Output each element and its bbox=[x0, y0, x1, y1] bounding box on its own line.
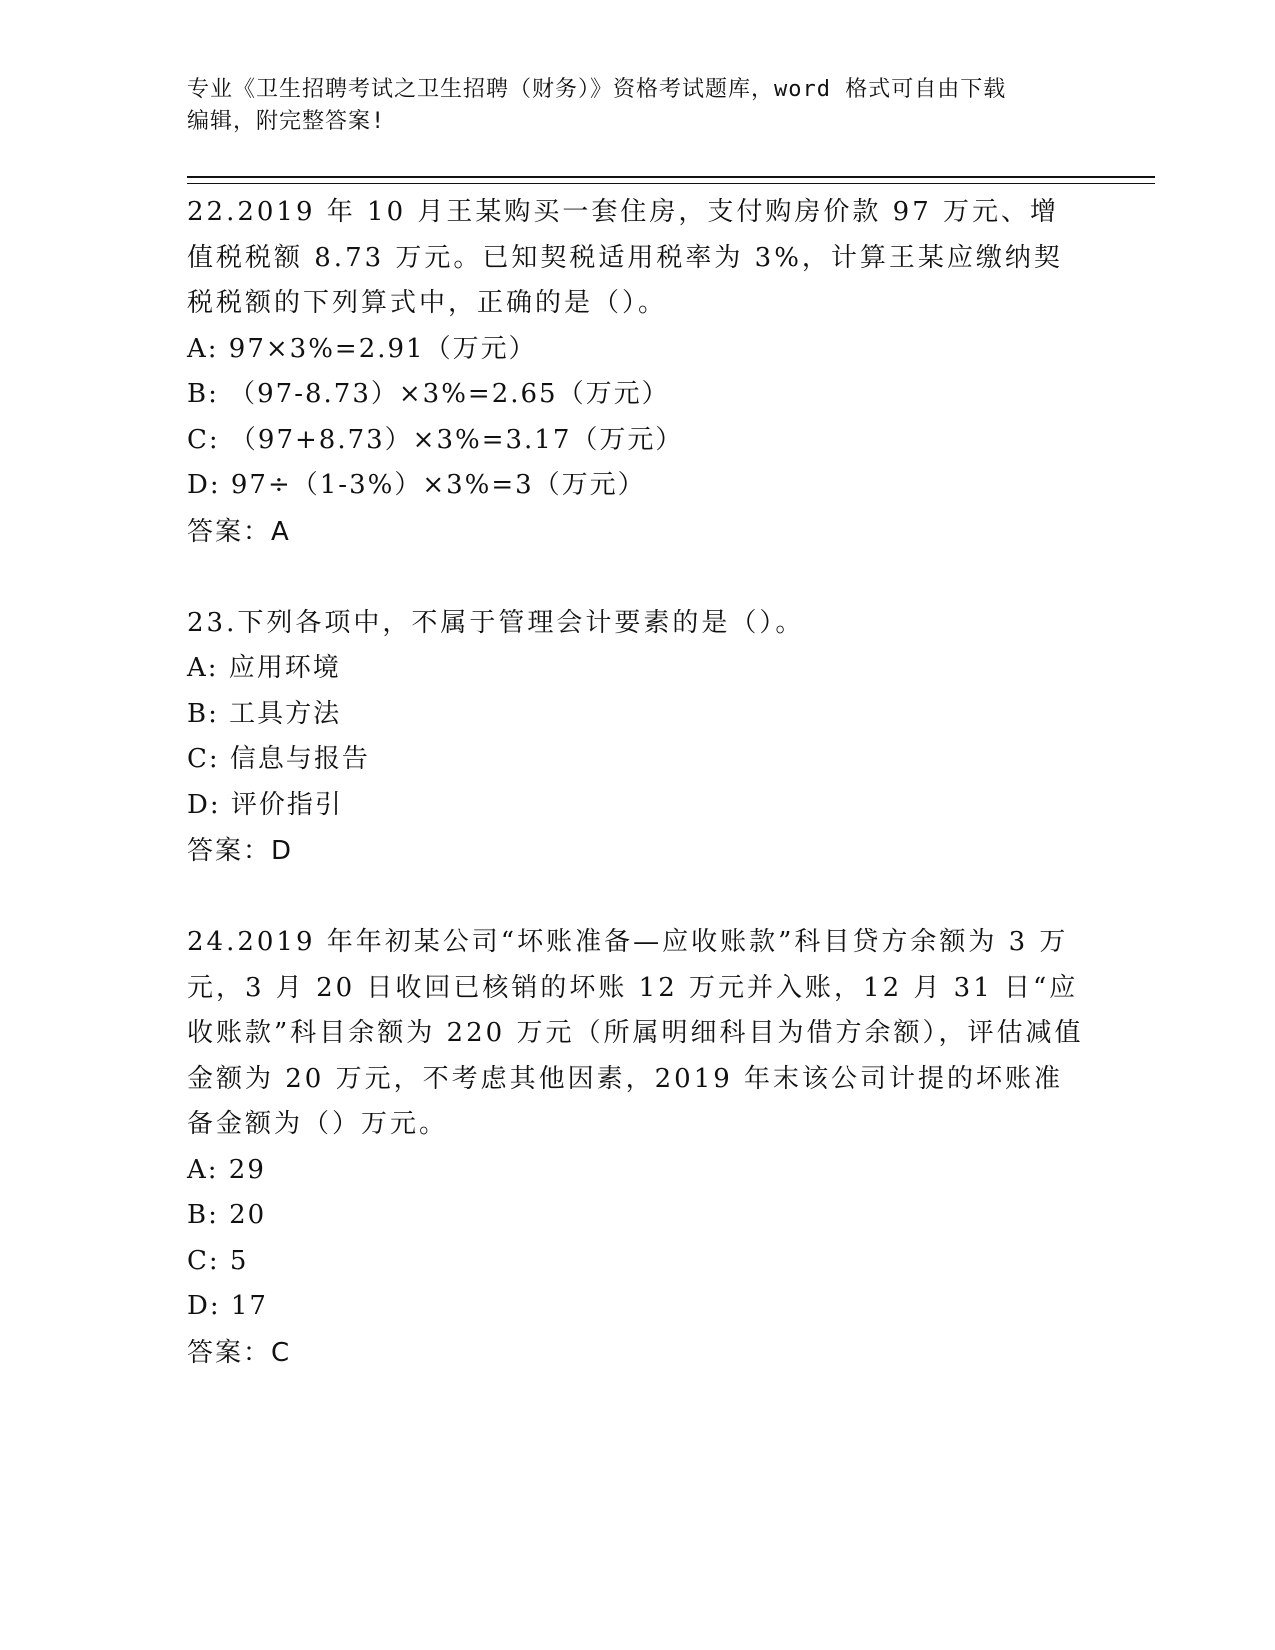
option-list bbox=[187, 646, 1087, 828]
option-a: A: 应用环境 bbox=[187, 653, 341, 683]
question-stem: 24.2019 年年初某公司“坏账准备—应收账款”科目贷方余额为 3 万元，3 月 20 日收回已核销的坏账 12 万元并入账，12 月 31 日“应收账款”科目余额为 220 万元（所属明细科目为借方余额），评估减值金额为 20 万元，不考虑其他因素，2019 年末该公司计提的坏账准备金额为（）万元。 bbox=[187, 927, 1084, 1139]
document-header bbox=[187, 74, 1087, 138]
option-a: A: 97×3%=2.91（万元） bbox=[187, 333, 537, 364]
option-list bbox=[187, 327, 1087, 509]
answer-label: 答案：C bbox=[187, 1337, 292, 1368]
question-list bbox=[187, 190, 1087, 1422]
option-c: C: 信息与报告 bbox=[187, 744, 370, 774]
option-d: D: 97÷（1-3%）×3%=3（万元） bbox=[187, 470, 646, 500]
option-d: D: 17 bbox=[187, 1291, 268, 1321]
answer-label: 答案：D bbox=[187, 836, 294, 866]
option-b: B: 工具方法 bbox=[187, 698, 342, 729]
header-divider-thin bbox=[187, 183, 1155, 184]
question-stem: 22.2019 年 10 月王某购买一套住房，支付购房价款 97 万元、增值税税额 8.73 万元。已知契税适用税率为 3%，计算王某应缴纳契税税额的下列算式中，正确的是（）。 bbox=[187, 197, 1063, 318]
answer-label: 答案：A bbox=[187, 516, 291, 547]
option-c: C: （97+8.73）×3%=3.17（万元） bbox=[187, 424, 684, 455]
option-c: C: 5 bbox=[187, 1245, 249, 1276]
question-stem: 23.下列各项中，不属于管理会计要素的是（）。 bbox=[187, 607, 805, 638]
question-22 bbox=[187, 190, 1087, 555]
option-b: B: 20 bbox=[187, 1200, 267, 1230]
option-d: D: 评价指引 bbox=[187, 789, 343, 820]
question-24 bbox=[187, 920, 1087, 1376]
header-line-2: 编辑，附完整答案! bbox=[187, 109, 386, 134]
option-a: A: 29 bbox=[187, 1154, 266, 1185]
header-divider-thick bbox=[187, 176, 1155, 178]
option-b: B: （97-8.73）×3%=2.65（万元） bbox=[187, 379, 670, 409]
header-line-1: 专业《卫生招聘考试之卫生招聘（财务）》资格考试题库，word 格式可自由下载 bbox=[187, 77, 1007, 102]
question-23 bbox=[187, 601, 1087, 875]
option-list bbox=[187, 1148, 1087, 1330]
